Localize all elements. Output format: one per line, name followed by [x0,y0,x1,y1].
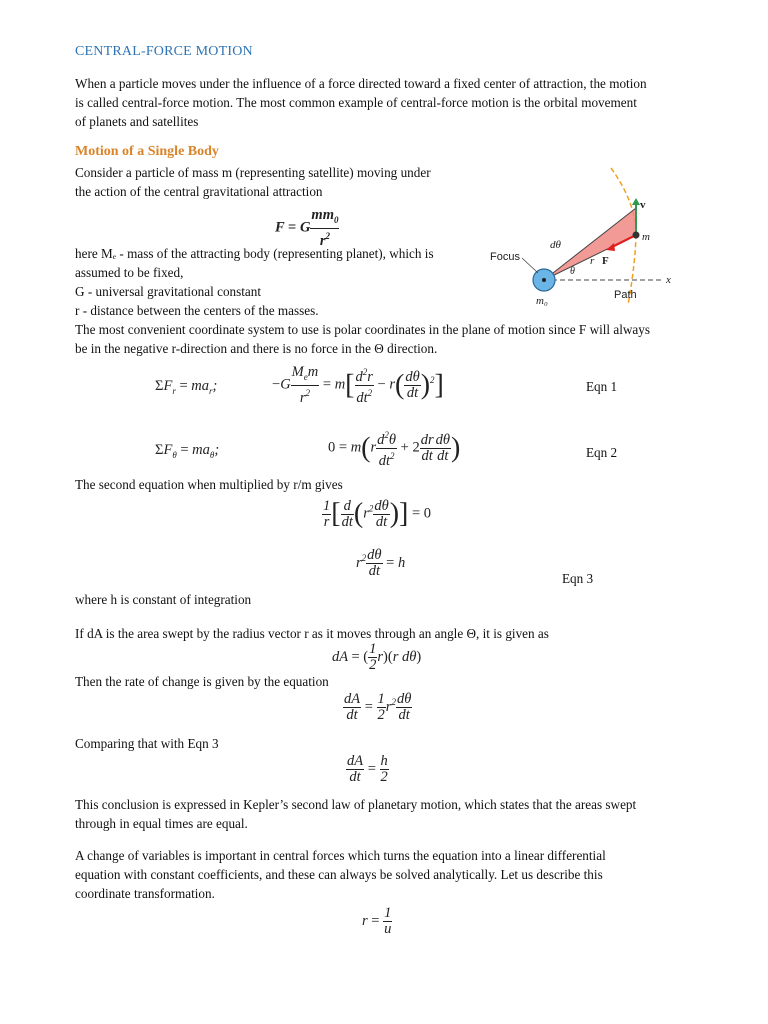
intro-line: of planets and satellites [75,114,199,129]
rate-equation: $\frac{dA}{dt}$ = $\frac{1}{2}$ $r^2$ $\frac{d\theta}{dt}$ [344,691,412,723]
definition-line: assumed to be fixed, [75,265,184,280]
label-theta: θ [570,266,575,277]
label-force: F [602,255,609,267]
kepler-line: through in equal times are equal. [75,816,248,831]
polar-line: be in the negative r-direction and there is no force in the Θ direction. [75,341,438,356]
change-line: A change of variables is important in central forces which turns the equation into a linear differential [75,848,606,863]
h-equation: $r^2$ $\frac{d\theta}{dt}$ = h [356,547,406,579]
area-equation: dA = ( $\frac{1}{2}$ r)(r dθ) [332,641,422,673]
intro-line: When a particle moves under the influence of a force directed toward a fixed center of attraction, the motion [75,76,647,91]
definitions-list [75,244,485,320]
eqn3-label: Eqn 3 [562,571,594,586]
rate-text: Then the rate of change is given by the equation [75,674,329,689]
consider-line: the action of the central gravitational attraction [75,184,323,199]
label-d-theta: dθ [550,239,561,251]
intro-paragraph [75,74,695,131]
consider-line: Consider a particle of mass m (representing satellite) moving under [75,165,431,180]
definition-line: r - distance between the centers of the masses. [75,303,319,318]
label-m0: m₀ [536,295,548,307]
kepler-equation: $\frac{dA}{dt}$ = $\frac{h}{2}$ [347,753,388,785]
label-x: x [666,274,671,286]
consider-paragraph [75,163,475,201]
transverse-equation: 0 = m(r $\frac{d^2\theta}{dt^2}$ + 2 $\frac{dr}{dt}$ $\frac{d\theta}{dt}$ ) [328,430,461,469]
orbit-diagram [486,160,686,310]
derived-equation: $\frac{1}{r}$ [ $\frac{d}{dt}$ ($r^2$ $\frac{d\theta}{dt}$ )] = 0 [323,497,432,530]
page-title: CENTRAL-FORCE MOTION [75,44,253,59]
compare-text: Comparing that with Eqn 3 [75,736,219,751]
second-eq-text: The second equation when multiplied by r/m gives [75,477,343,492]
kepler-line: This conclusion is expressed in Kepler’s second law of planetary motion, which states that the areas swept [75,797,637,812]
label-focus: Focus [490,251,520,263]
polar-paragraph [75,320,695,358]
intro-line: is called central-force motion. The most common example of central-force motion is the orbital movement [75,95,637,110]
label-mass: m [642,231,650,243]
eqn2-label: Eqn 2 [586,445,618,460]
polar-line: The most convenient coordinate system to use is polar coordinates in the plane of motion since F will always [75,322,650,337]
section-heading: Motion of a Single Body [75,144,219,159]
substitution-equation: r = $\frac{1}{u}$ [362,905,392,937]
definition-line: G - universal gravitational constant [75,284,262,299]
label-velocity: v [640,199,646,211]
eqn1-label: Eqn 1 [586,379,618,394]
velocity-arrowhead [632,198,640,205]
label-r: r [590,255,595,267]
transverse-sum-equation: $\Sigma F_\theta = ma_\theta$; [155,442,220,460]
radial-equation: −G $\frac{M_em}{r^2}$ = m[ $\frac{d^2r}{dt^2}$ − r( $\frac{d\theta}{dt}$ )$^2$] [272,364,444,406]
h-text: where h is constant of integration [75,592,252,607]
label-path: Path [614,289,637,301]
area-text: If dA is the area swept by the radius vector r as it moves through an angle Θ, it is given as [75,626,549,641]
gravitation-equation: F = G $\frac{mm_0}{r^2}$ [275,207,339,249]
change-line: equation with constant coefficients, and these can always be solved analytically. Let us describe this [75,867,603,882]
change-paragraph [75,846,692,903]
definition-line: here Mₑ - mass of the attracting body (representing planet), which is [75,246,434,261]
radial-sum-equation: $\Sigma F_r = ma_r$; [155,378,218,396]
change-line: coordinate transformation. [75,886,215,901]
satellite-mass [633,232,640,239]
kepler-paragraph [75,795,692,833]
